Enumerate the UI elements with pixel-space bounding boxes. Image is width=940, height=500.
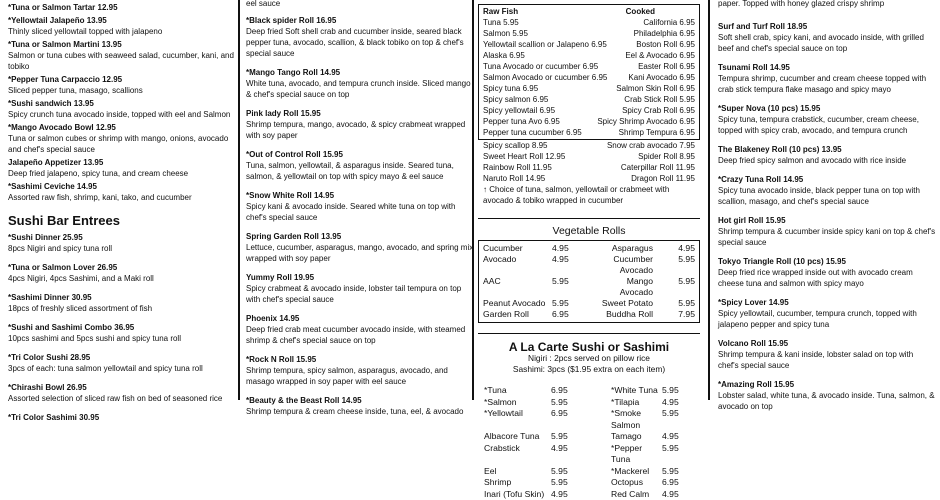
- cooked-roll: Kani Avocado 6.95: [628, 72, 695, 83]
- raw-roll: Pepper tuna Avo 6.95: [483, 116, 560, 127]
- veg-price: 5.95: [661, 276, 695, 298]
- menu-item-desc: Spicy yellowtail, cucumber, tempura crunch, topped with jalapeno pepper and spicy tuna: [718, 308, 936, 330]
- menu-item-desc: 18pcs of freshly sliced assortment of fish: [8, 303, 236, 314]
- veg-name: Asparagus: [592, 243, 661, 254]
- menu-item: [718, 297, 936, 330]
- menu-item-title: *Tri Color Sushi 28.95: [8, 352, 236, 363]
- fish-name: *Mackerel: [595, 466, 662, 478]
- fish-price: 5.95: [662, 385, 694, 397]
- fish-price: 6.95: [551, 408, 595, 431]
- fish-price: 6.95: [662, 477, 694, 489]
- menu-item-desc: Lobster salad, white tuna, & avocado inside. Tuna, salmon, & avocado on top: [718, 390, 936, 412]
- menu-item: [8, 292, 236, 314]
- raw-roll: Yellowtail scallion or Jalapeno 6.95: [483, 39, 607, 50]
- menu-item-desc: Shrimp tempura & cream cheese inside, tuna, eel, & avocado: [246, 406, 474, 417]
- menu-item-title: *Snow White Roll 14.95: [246, 190, 474, 201]
- veg-name: Sweet Potato: [592, 298, 661, 309]
- menu-item-desc: Tempura shrimp, cucumber and cream cheese topped with crab stick tempura flake masago and spicy mayo: [718, 73, 936, 95]
- cooked-roll: Snow crab avocado 7.95: [607, 140, 695, 151]
- a-la-carte-table: [478, 385, 700, 500]
- maki-rolls-box: [478, 4, 700, 140]
- a-la-carte-row: [478, 408, 700, 431]
- veg-price: 4.95: [552, 243, 592, 254]
- veg-price: 4.95: [661, 243, 695, 254]
- veg-price: 4.95: [552, 254, 592, 276]
- roll-row: [483, 151, 695, 162]
- fish-name: *Salmon: [484, 397, 551, 409]
- menu-item-title: Spring Garden Roll 13.95: [246, 231, 474, 242]
- veg-price: 5.95: [552, 298, 592, 309]
- raw-roll: Tuna Avocado or cucumber 6.95: [483, 61, 598, 72]
- rolls-extra-table: [478, 140, 700, 184]
- fish-price: 5.95: [551, 431, 595, 443]
- cooked-roll: Dragon Roll 11.95: [631, 173, 695, 184]
- menu-item-title: *Amazing Roll 15.95: [718, 379, 936, 390]
- menu-item-title: *Sushi Dinner 25.95: [8, 232, 236, 243]
- menu-item: [718, 174, 936, 207]
- column-rolls: [478, 0, 700, 500]
- roll-row: [483, 105, 695, 116]
- menu-item-title: *Crazy Tuna Roll 14.95: [718, 174, 936, 185]
- fish-name: *Tuna: [484, 385, 551, 397]
- raw-roll: Alaska 6.95: [483, 50, 525, 61]
- menu-item: [718, 62, 936, 95]
- menu-item: [718, 379, 936, 412]
- menu-item-desc: 3pcs of each: tuna salmon yellowtail and spicy tuna roll: [8, 363, 236, 374]
- menu-item-title: *Sushi and Sashimi Combo 36.95: [8, 322, 236, 333]
- roll-row: [483, 17, 695, 28]
- raw-roll: Spicy yellowtail 6.95: [483, 105, 555, 116]
- menu-item-desc: Deep fried Soft shell crab and cucumber inside, seared black pepper tuna, avocado, scallion, & black tobiko on top & chef's special sauce: [246, 26, 474, 59]
- a-la-carte-row: [478, 443, 700, 466]
- veg-row: [483, 309, 695, 320]
- menu-item-desc: Spicy kani & avocado inside. Seared white tuna on top with chef's special sauce: [246, 201, 474, 223]
- menu-item-title: *Yellowtail Jalapeño 13.95: [8, 15, 236, 26]
- veg-price: 6.95: [552, 309, 592, 320]
- fish-price: 6.95: [551, 385, 595, 397]
- roll-row: [483, 50, 695, 61]
- fish-price: 4.95: [551, 489, 595, 500]
- roll-row: [483, 28, 695, 39]
- veg-price: 5.95: [661, 298, 695, 309]
- menu-item-title: *Tuna or Salmon Tartar 12.95: [8, 2, 236, 13]
- menu-item: [718, 338, 936, 371]
- menu-item: [246, 190, 474, 223]
- menu-item-desc: Tuna or salmon cubes or shrimp with mango, onions, avocado and chef's special sauce: [8, 133, 236, 155]
- rolls-table: [483, 17, 695, 138]
- menu-item: [8, 181, 236, 203]
- menu-item-title: *Mango Avocado Bowl 12.95: [8, 122, 236, 133]
- cooked-roll: Crab Stick Roll 5.95: [624, 94, 695, 105]
- cooked-header: Cooked: [626, 6, 655, 17]
- cooked-roll: Spicy Shrimp Avocado 6.95: [597, 116, 695, 127]
- menu-item-title: Surf and Turf Roll 18.95: [718, 21, 936, 32]
- veg-row: [483, 276, 695, 298]
- menu-item-title: *Spicy Lover 14.95: [718, 297, 936, 308]
- menu-item-title: Jalapeño Appetizer 13.95: [8, 157, 236, 168]
- menu-item: [246, 108, 474, 141]
- fish-name: Eel: [484, 466, 551, 478]
- menu-item: [8, 232, 236, 254]
- cooked-roll: Eel & Avocado 6.95: [625, 50, 695, 61]
- fish-name: *White Tuna: [595, 385, 662, 397]
- menu-item-title: Tokyo Triangle Roll (10 pcs) 15.95: [718, 256, 936, 267]
- cooked-roll: Caterpillar Roll 11.95: [621, 162, 695, 173]
- menu-item-desc: White tuna, avocado, and tempura crunch inside. Sliced mango & chef's special sauce on top: [246, 78, 474, 100]
- roll-row: [483, 94, 695, 105]
- raw-fish-header: Raw Fish: [483, 6, 518, 17]
- raw-roll: Tuna 5.95: [483, 17, 519, 28]
- menu-item: [246, 149, 474, 182]
- menu-item-desc: Salmon or tuna cubes with seaweed salad, cucumber, kani, and tobiko: [8, 50, 236, 72]
- a-la-carte-row: [478, 385, 700, 397]
- menu-item-desc: Shrimp tempura & kani inside, lobster salad on top with chef's special sauce: [718, 349, 936, 371]
- menu-item: [8, 39, 236, 72]
- roll-row: [483, 61, 695, 72]
- cooked-roll: Shrimp Tempura 6.95: [619, 127, 695, 138]
- veg-name: Cucumber Avocado: [592, 254, 661, 276]
- menu-item-title: *Tuna or Salmon Martini 13.95: [8, 39, 236, 50]
- section-title-vegetable-rolls: Vegetable Rolls: [478, 218, 700, 238]
- veg-name: Buddha Roll: [592, 309, 661, 320]
- roll-row: [483, 173, 695, 184]
- menu-item-desc: Assorted selection of sliced raw fish on bed of seasoned rice: [8, 393, 236, 404]
- menu-item-desc: Deep fried crab meat cucumber avocado inside, with steamed shrimp & chef's special sauce on top: [246, 324, 474, 346]
- fish-price: 5.95: [662, 443, 694, 466]
- roll-row: [483, 127, 695, 138]
- menu-item: [718, 103, 936, 136]
- veg-name: Avocado: [483, 254, 552, 276]
- column-house-rolls: [718, 0, 936, 420]
- veg-price: 5.95: [552, 276, 592, 298]
- menu-item: [8, 74, 236, 96]
- menu-item: [8, 352, 236, 374]
- menu-item-title: *Tri Color Sashimi 30.95: [8, 412, 236, 423]
- raw-roll: Spicy scallop 8.95: [483, 140, 547, 151]
- menu-item-desc: Assorted raw fish, shrimp, kani, tako, and cucumber: [8, 192, 236, 203]
- menu-item: [8, 122, 236, 155]
- fish-price: 5.95: [662, 466, 694, 478]
- fish-name: *Yellowtail: [484, 408, 551, 431]
- veg-name: Cucumber: [483, 243, 552, 254]
- veg-name: AAC: [483, 276, 552, 298]
- a-la-carte-row: [478, 397, 700, 409]
- column-special-rolls: [246, 0, 474, 425]
- cooked-roll: Easter Roll 6.95: [638, 61, 695, 72]
- menu-item-desc: Spicy crabmeat & avocado inside, lobster tail tempura on top with chef's special sauce: [246, 283, 474, 305]
- veg-price: 5.95: [661, 254, 695, 276]
- sashimi-note: Sashimi: 3pcs ($1.95 extra on each item): [478, 364, 700, 375]
- menu-item-desc: Spicy crunch tuna avocado inside, topped with eel and Salmon: [8, 109, 236, 120]
- roll-row: [483, 162, 695, 173]
- house-roll-list: [718, 21, 936, 412]
- a-la-carte-row: [478, 466, 700, 478]
- fish-name: *Tilapia: [595, 397, 662, 409]
- cooked-roll: California 6.95: [643, 17, 695, 28]
- appetizer-list: [8, 2, 236, 203]
- roll-row: [483, 116, 695, 127]
- entree-list: [8, 232, 236, 423]
- item-desc: eel sauce: [246, 0, 474, 9]
- fish-name: Tamago: [595, 431, 662, 443]
- raw-roll: Pepper tuna cucumber 6.95: [483, 127, 582, 138]
- fish-price: 4.95: [662, 397, 694, 409]
- menu-item: [8, 2, 236, 13]
- fish-price: 4.95: [551, 443, 595, 466]
- menu-item-desc: Deep fried spicy salmon and avocado with rice inside: [718, 155, 936, 166]
- raw-roll: Spicy salmon 6.95: [483, 94, 548, 105]
- cooked-roll: Salmon Skin Roll 6.95: [616, 83, 695, 94]
- fish-name: Octopus: [595, 477, 662, 489]
- menu-item: [246, 15, 474, 59]
- menu-item-desc: Shrimp tempura, mango, avocado, & spicy crabmeat wrapped with soy paper: [246, 119, 474, 141]
- raw-roll: Salmon Avocado or cucumber 6.95: [483, 72, 607, 83]
- menu-item-desc: Spicy tuna, tempura crabstick, cucumber, cream cheese, topped with spicy crab, avocado, and tempura crunch: [718, 114, 936, 136]
- a-la-carte-row: [478, 489, 700, 500]
- raw-roll: Salmon 5.95: [483, 28, 528, 39]
- cooked-roll: Boston Roll 6.95: [636, 39, 695, 50]
- menu-item: [718, 144, 936, 166]
- fish-name: *Pepper Tuna: [595, 443, 662, 466]
- fish-price: 5.95: [551, 397, 595, 409]
- cooked-roll: Spicy Crab Roll 6.95: [622, 105, 695, 116]
- roll-row: [483, 39, 695, 50]
- menu-item-desc: 8pcs Nigiri and spicy tuna roll: [8, 243, 236, 254]
- menu-item-desc: Spicy tuna avocado inside, black pepper tuna on top with scallion, masago, and chef's special sauce: [718, 185, 936, 207]
- section-title-a-la-carte: A La Carte Sushi or Sashimi: [478, 333, 700, 353]
- menu-item-title: *Sashimi Ceviche 14.95: [8, 181, 236, 192]
- cooked-roll: Philadelphia 6.95: [634, 28, 695, 39]
- menu-item: [8, 322, 236, 344]
- menu-item-title: The Blakeney Roll (10 pcs) 13.95: [718, 144, 936, 155]
- vegetable-rolls-box: [478, 240, 700, 323]
- menu-item-title: *Rock N Roll 15.95: [246, 354, 474, 365]
- menu-item: [718, 21, 936, 54]
- fish-name: Red Calm: [595, 489, 662, 500]
- menu-item: [246, 354, 474, 387]
- a-la-carte-row: [478, 431, 700, 443]
- veg-row: [483, 254, 695, 276]
- roll-row: [483, 83, 695, 94]
- menu-item-desc: Lettuce, cucumber, asparagus, mango, avocado, and spring mix wrapped with soy paper: [246, 242, 474, 264]
- nigiri-note: Nigiri : 2pcs served on pillow rice: [478, 353, 700, 364]
- section-title-sushi-bar-entrees: Sushi Bar Entrees: [8, 213, 236, 229]
- menu-item-desc: Tuna, salmon, yellowtail, & asparagus inside. Seared tuna, salmon, & yellowtail on top with spicy mayo & eel sauce: [246, 160, 474, 182]
- roll-row: [483, 140, 695, 151]
- menu-item-title: Volcano Roll 15.95: [718, 338, 936, 349]
- menu-item-title: *Chirashi Bowl 26.95: [8, 382, 236, 393]
- rolls-note: ↑ Choice of tuna, salmon, yellowtail or crabmeet with avocado & tobiko wrapped in cucumber: [478, 184, 700, 206]
- fish-name: Shrimp: [484, 477, 551, 489]
- fish-name: Crabstick: [484, 443, 551, 466]
- menu-item-title: Phoenix 14.95: [246, 313, 474, 324]
- menu-item-desc: Deep fried rice wrapped inside out with avocado cream cheese tuna and salmon with spicy mayo: [718, 267, 936, 289]
- column-appetizers: [8, 2, 236, 431]
- raw-roll: Rainbow Roll 11.95: [483, 162, 552, 173]
- fish-name: Albacore Tuna: [484, 431, 551, 443]
- veg-name: Mango Avocado: [592, 276, 661, 298]
- menu-item-title: *Tuna or Salmon Lover 26.95: [8, 262, 236, 273]
- menu-item: [718, 256, 936, 289]
- menu-item: [246, 313, 474, 346]
- item-desc: paper. Topped with honey glazed crispy shrimp: [718, 0, 936, 9]
- fish-price: 5.95: [662, 408, 694, 431]
- menu-item: [8, 412, 236, 423]
- raw-roll: Spicy tuna 6.95: [483, 83, 538, 94]
- menu-item-desc: Deep fried jalapeno, spicy tuna, and cream cheese: [8, 168, 236, 179]
- fish-price: 5.95: [551, 466, 595, 478]
- menu-item-desc: Sliced pepper tuna, masago, scallions: [8, 85, 236, 96]
- menu-item-title: *Sashimi Dinner 30.95: [8, 292, 236, 303]
- menu-item-title: Tsunami Roll 14.95: [718, 62, 936, 73]
- menu-item: [8, 382, 236, 404]
- menu-item-title: *Super Nova (10 pcs) 15.95: [718, 103, 936, 114]
- menu-item: [8, 15, 236, 37]
- veg-price: 7.95: [661, 309, 695, 320]
- fish-name: Inari (Tofu Skin): [484, 489, 551, 500]
- raw-roll: Naruto Roll 14.95: [483, 173, 545, 184]
- menu-item-title: *Pepper Tuna Carpaccio 12.95: [8, 74, 236, 85]
- menu-item-title: *Mango Tango Roll 14.95: [246, 67, 474, 78]
- menu-item-desc: Soft shell crab, spicy kani, and avocado inside, with grilled beef and chef's special sauce on top: [718, 32, 936, 54]
- veg-name: Garden Roll: [483, 309, 552, 320]
- menu-item-title: Hot girl Roll 15.95: [718, 215, 936, 226]
- menu-item: [246, 67, 474, 100]
- menu-item-desc: Shrimp tempura, spicy salmon, asparagus, avocado, and masago wrapped in soy paper with eel sauce: [246, 365, 474, 387]
- cooked-roll: Spider Roll 8.95: [638, 151, 695, 162]
- a-la-carte-row: [478, 477, 700, 489]
- fish-price: 5.95: [551, 477, 595, 489]
- veg-row: [483, 243, 695, 254]
- fish-price: 4.95: [662, 431, 694, 443]
- menu-item-desc: 10pcs sashimi and 5pcs sushi and spicy tuna roll: [8, 333, 236, 344]
- menu-item: [246, 272, 474, 305]
- menu-item-desc: Shrimp tempura & cucumber inside spicy kani on top & chef's special sauce: [718, 226, 936, 248]
- menu-item-title: Pink lady Roll 15.95: [246, 108, 474, 119]
- menu-item: [246, 395, 474, 417]
- special-roll-list: [246, 15, 474, 417]
- menu-item-desc: Thinly sliced yellowtail topped with jalapeno: [8, 26, 236, 37]
- veg-name: Peanut Avocado: [483, 298, 552, 309]
- menu-item-title: *Black spider Roll 16.95: [246, 15, 474, 26]
- raw-roll: Sweet Heart Roll 12.95: [483, 151, 565, 162]
- menu-item-title: *Sushi sandwich 13.95: [8, 98, 236, 109]
- fish-name: *Smoke Salmon: [595, 408, 662, 431]
- menu-item: [246, 231, 474, 264]
- menu-item-title: *Out of Control Roll 15.95: [246, 149, 474, 160]
- menu-item: [8, 98, 236, 120]
- rolls-header: [483, 6, 695, 17]
- menu-item-desc: 4pcs Nigiri, 4pcs Sashimi, and a Maki roll: [8, 273, 236, 284]
- menu-item: [8, 262, 236, 284]
- menu-item-title: *Beauty & the Beast Roll 14.95: [246, 395, 474, 406]
- fish-price: 4.95: [662, 489, 694, 500]
- roll-row: [483, 72, 695, 83]
- menu-item-title: Yummy Roll 19.95: [246, 272, 474, 283]
- menu-item: [718, 215, 936, 248]
- veg-row: [483, 298, 695, 309]
- menu-item: [8, 157, 236, 179]
